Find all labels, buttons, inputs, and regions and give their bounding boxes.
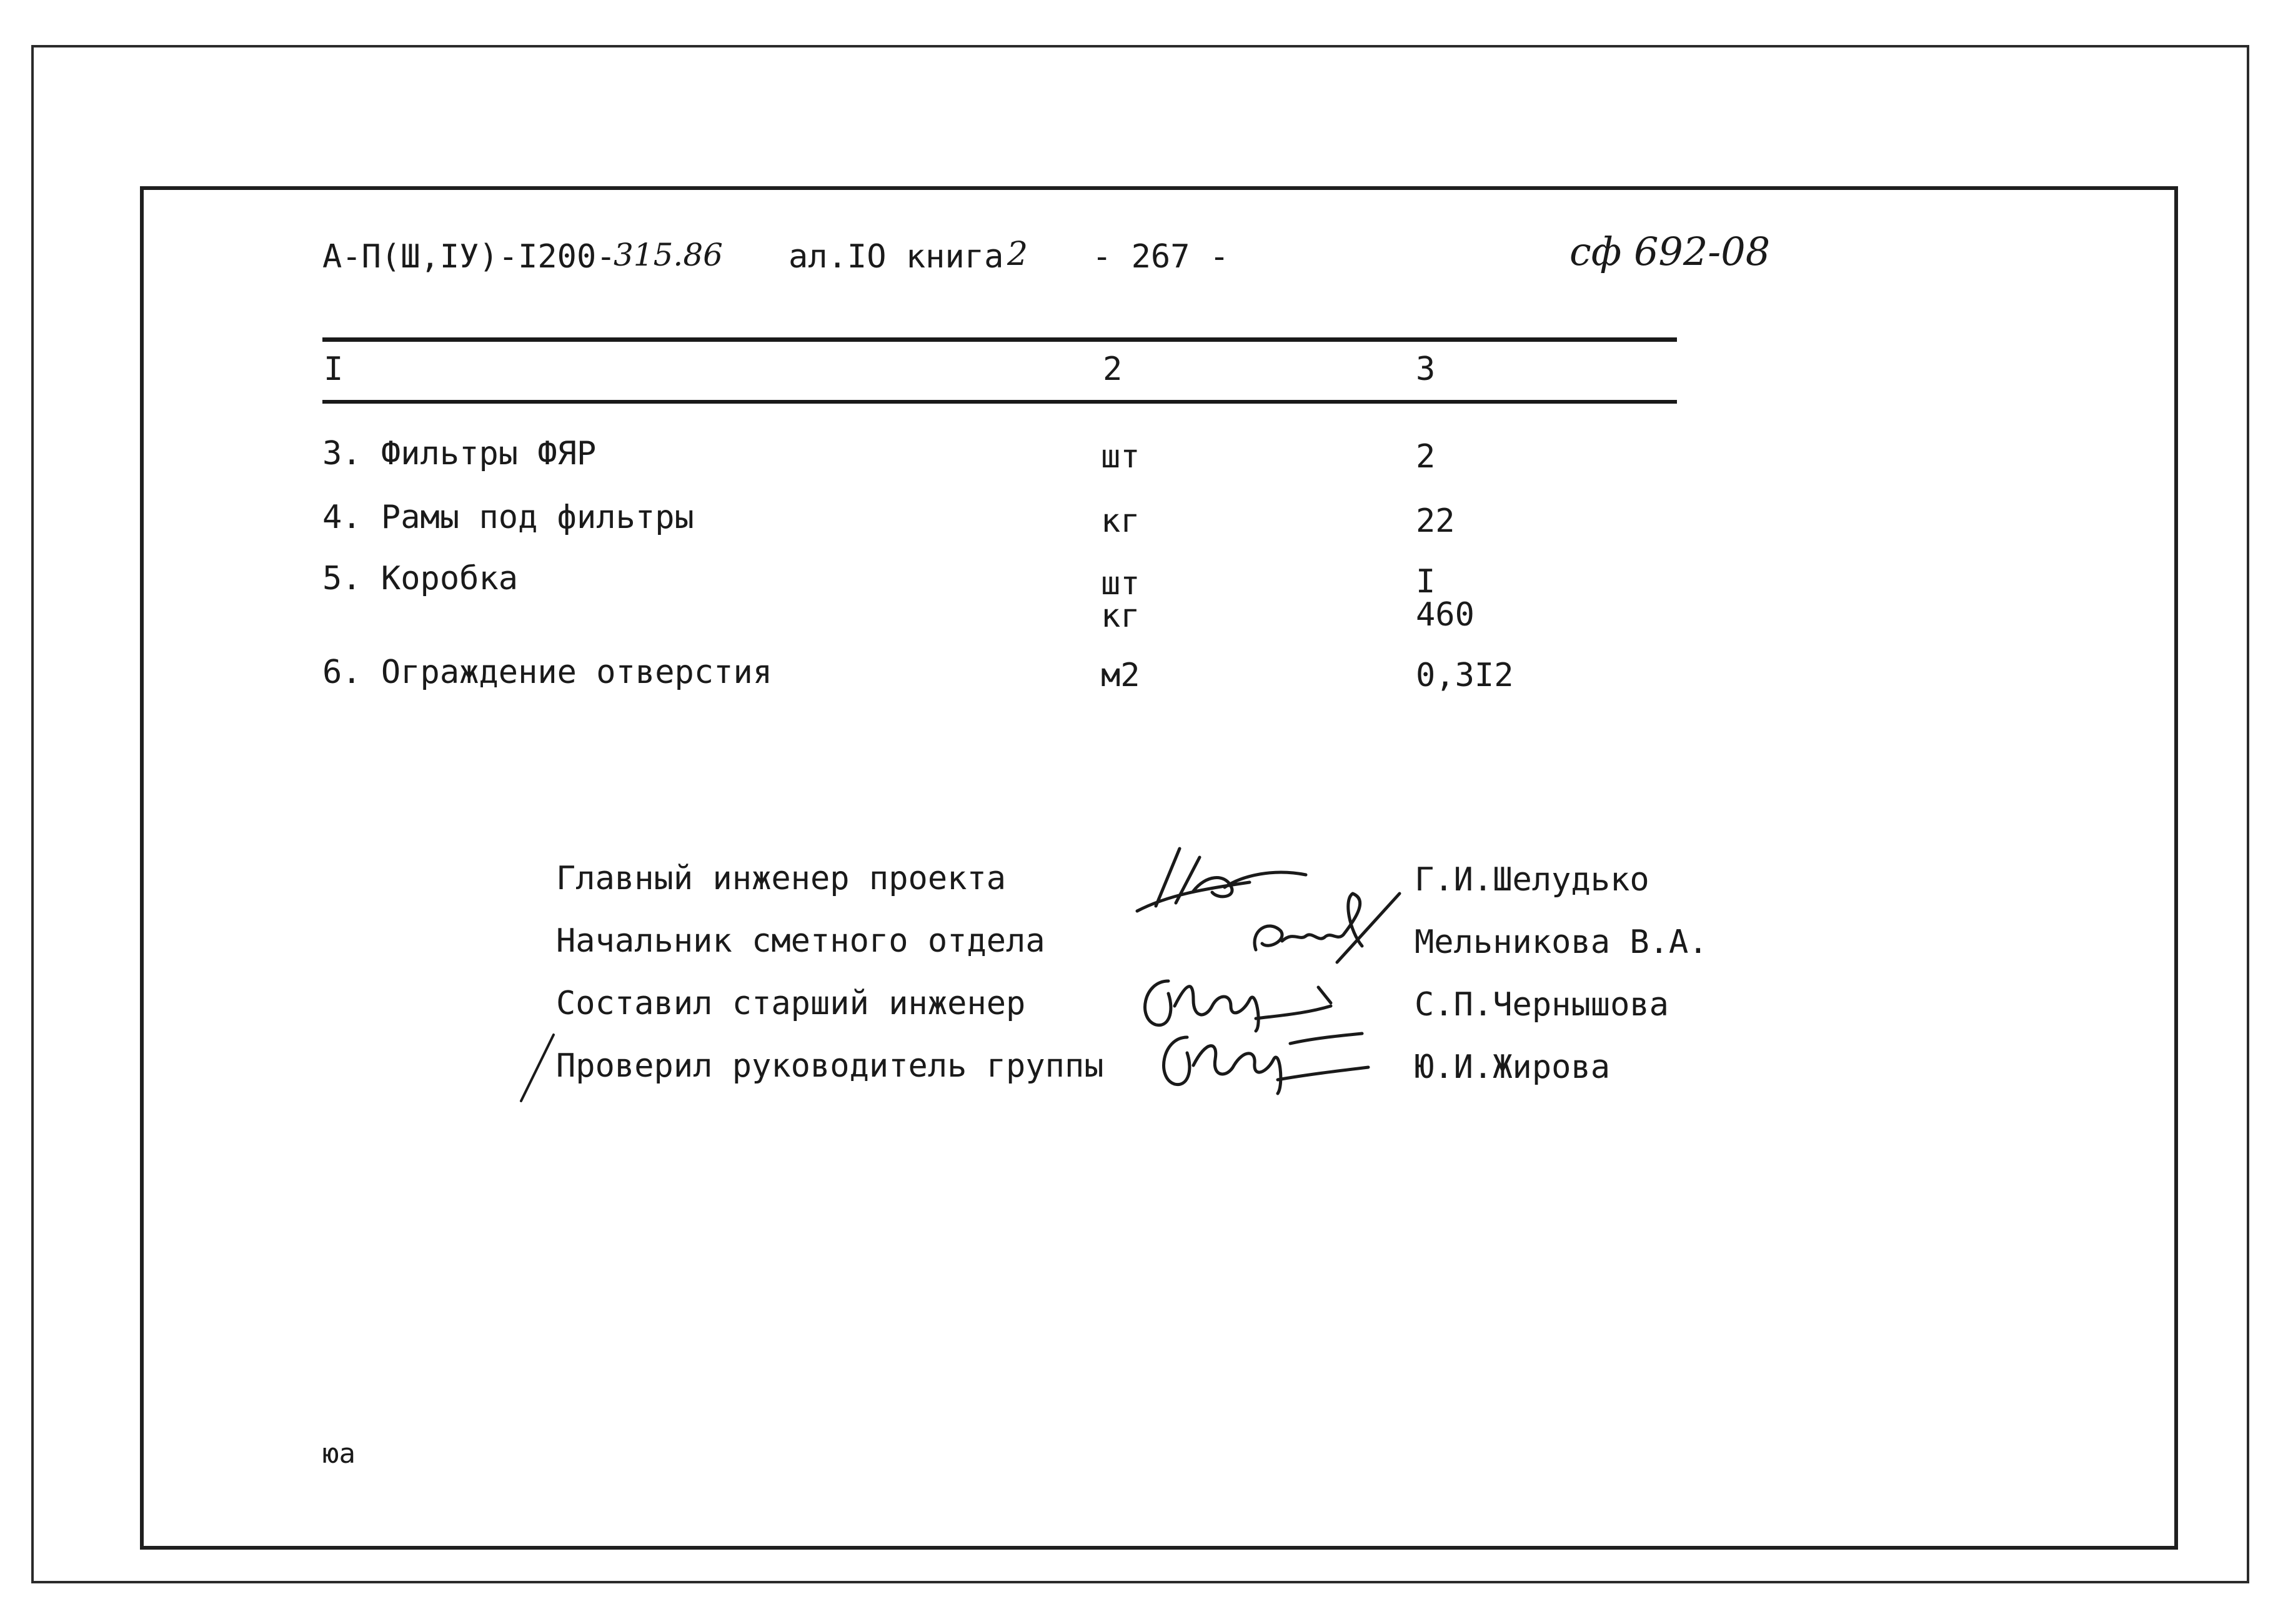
row-qty: 22: [1416, 502, 1455, 540]
row-qty: 460: [1416, 596, 1475, 634]
signer-name: Ю.И.Жирова: [1415, 1049, 1611, 1086]
signer-name: С.П.Чернышова: [1415, 986, 1669, 1024]
row-name: 3. Фильтры ФЯР: [322, 435, 597, 472]
row-name: 4. Рамы под фильтры: [322, 499, 694, 536]
row-unit: кг: [1101, 597, 1140, 635]
row-qty: 2: [1416, 438, 1436, 476]
signer-role: Проверил руководитель группы: [556, 1047, 1104, 1085]
signer-name: Мельникова В.А.: [1415, 924, 1708, 961]
album-label: ал.IO книга: [788, 238, 1004, 276]
signer-name: Г.И.Шелудько: [1415, 861, 1649, 899]
album-book-handwritten: 2: [1007, 236, 1028, 273]
signature-group-lead: [1150, 1025, 1375, 1100]
row-unit: м2: [1101, 657, 1140, 694]
column-header-1: I: [324, 351, 344, 388]
row-name: 5. Коробка: [322, 560, 519, 597]
archive-stamp-handwritten: сф 692-08: [1569, 229, 1771, 274]
row-name: 6. Ограждение отверстия: [322, 654, 773, 691]
table-top-rule: [322, 337, 1677, 342]
footer-mark: юа: [322, 1438, 356, 1470]
row-qty: 0,3I2: [1416, 657, 1514, 694]
row-unit: шт: [1101, 438, 1140, 476]
row-unit: шт: [1101, 565, 1140, 602]
column-header-2: 2: [1103, 351, 1123, 388]
document-code-handwritten: 315.86: [614, 237, 723, 273]
column-header-3: 3: [1416, 351, 1436, 388]
signer-role: Составил старший инженер: [556, 985, 1026, 1022]
page-number: - 267 -: [1092, 238, 1230, 276]
signature-estimate-head: [1243, 881, 1412, 969]
signer-role: Начальник сметного отдела: [556, 922, 1045, 960]
table-header-rule: [322, 400, 1677, 404]
margin-slash-mark: [512, 1031, 562, 1106]
row-qty: I: [1416, 563, 1436, 600]
document-code: А-П(Ш,IУ)-I200-: [322, 238, 616, 276]
signer-role: Главный инженер проекта: [556, 860, 1007, 897]
row-unit: кг: [1101, 502, 1140, 540]
